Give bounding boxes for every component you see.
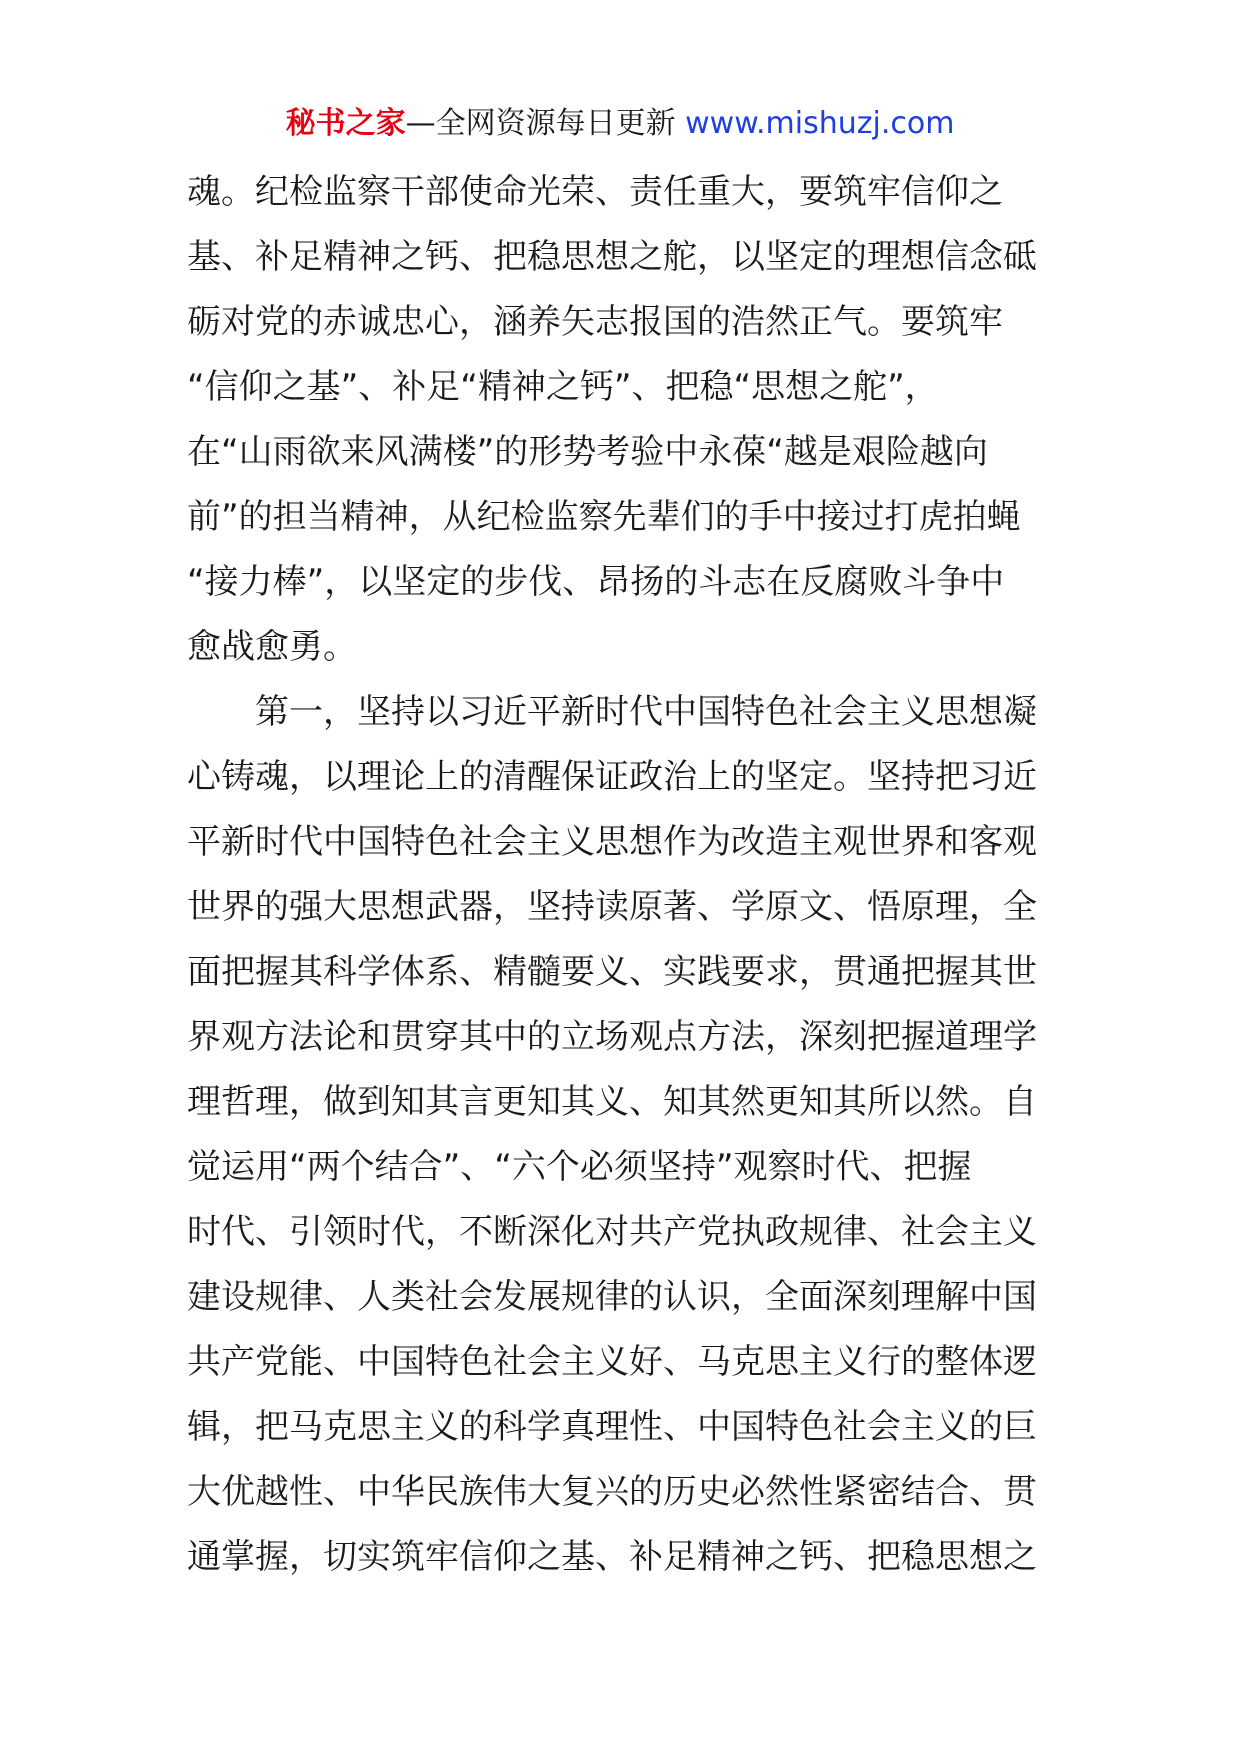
text-line: “接力棒”，以坚定的步伐、昂扬的斗志在反腐败斗争中 xyxy=(187,562,1005,602)
text-line: “信仰之基”、补足“精神之钙”、把稳“思想之舵”， xyxy=(187,367,939,407)
text-line: 前”的担当精神，从纪检监察先辈们的手中接过打虎拍蝇 xyxy=(187,497,1021,537)
text-line: 平新时代中国特色社会主义思想作为改造主观世界和客观 xyxy=(187,822,1037,862)
text-line: 通掌握，切实筑牢信仰之基、补足精神之钙、把稳思想之 xyxy=(187,1537,1037,1577)
text-line: 面把握其科学体系、精髓要义、实践要求，贯通把握其世 xyxy=(187,952,1037,992)
text-line: 心铸魂，以理论上的清醒保证政治上的坚定。坚持把习近 xyxy=(187,757,1037,797)
text-line: 愈战愈勇。 xyxy=(187,627,357,667)
text-line: 世界的强大思想武器，坚持读原著、学原文、悟原理，全 xyxy=(187,887,1037,927)
text-line: 理哲理，做到知其言更知其义、知其然更知其所以然。自 xyxy=(187,1082,1037,1122)
site-url[interactable]: www.mishuzj.com xyxy=(685,106,955,141)
text-line: 基、补足精神之钙、把稳思想之舵，以坚定的理想信念砥 xyxy=(187,237,1037,277)
text-line: 觉运用“两个结合”、“六个必须坚持”观察时代、把握 xyxy=(187,1147,972,1187)
text-line: 辑，把马克思主义的科学真理性、中国特色社会主义的巨 xyxy=(187,1407,1037,1447)
text-line: 界观方法论和贯穿其中的立场观点方法，深刻把握道理学 xyxy=(187,1017,1037,1057)
text-line: 在“山雨欲来风满楼”的形势考验中永葆“越是艰险越向 xyxy=(187,432,988,472)
text-line: 建设规律、人类社会发展规律的认识，全面深刻理解中国 xyxy=(187,1277,1037,1317)
text-line: 共产党能、中国特色社会主义好、马克思主义行的整体逻 xyxy=(187,1342,1037,1382)
paragraph-first-line: 第一，坚持以习近平新时代中国特色社会主义思想凝 xyxy=(255,692,1037,732)
document-body xyxy=(187,160,1057,1590)
text-line: 大优越性、中华民族伟大复兴的历史必然性紧密结合、贯 xyxy=(187,1472,1037,1512)
text-line: 砺对党的赤诚忠心，涵养矢志报国的浩然正气。要筑牢 xyxy=(187,302,1003,342)
page-header xyxy=(0,104,1240,144)
text-line: 时代、引领时代，不断深化对共产党执政规律、社会主义 xyxy=(187,1212,1037,1252)
site-tagline: —全网资源每日更新 xyxy=(405,106,686,141)
text-line: 魂。纪检监察干部使命光荣、责任重大，要筑牢信仰之 xyxy=(187,172,1003,212)
site-brand: 秘书之家 xyxy=(285,106,406,141)
